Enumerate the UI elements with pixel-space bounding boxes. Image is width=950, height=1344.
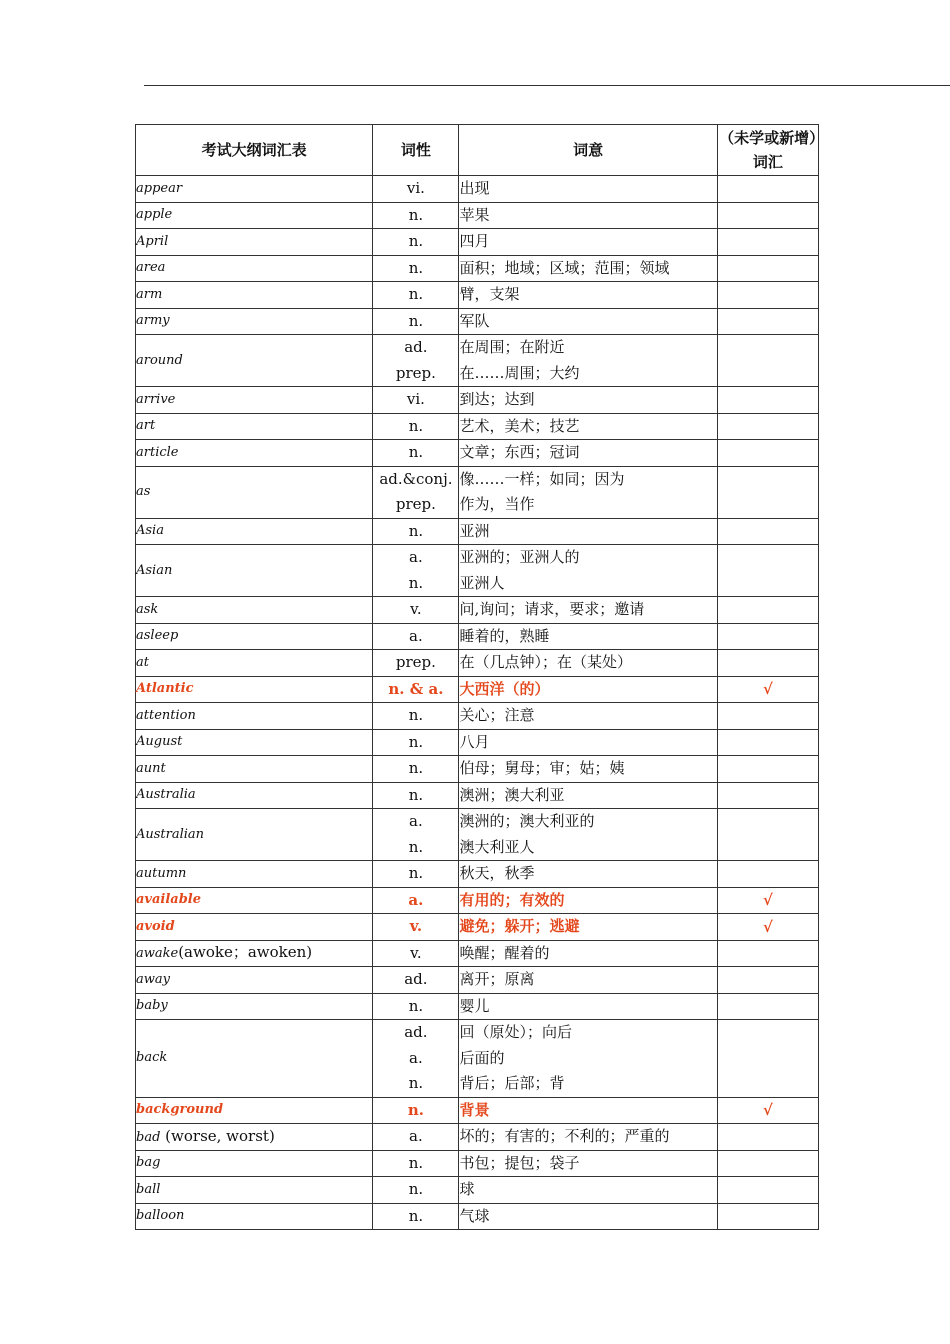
table-row: [136, 597, 819, 624]
table-row: [136, 623, 819, 650]
word-cell: [136, 282, 373, 309]
table-row: [136, 545, 819, 597]
pos-cell: [373, 914, 459, 941]
table-row: [136, 466, 819, 518]
pos-cell: [373, 282, 459, 309]
table-row: [136, 1124, 819, 1151]
meaning-cell: [459, 887, 717, 914]
word-text: at: [136, 654, 149, 670]
word-text: avoid: [136, 918, 175, 934]
table-row: [136, 1150, 819, 1177]
pos-cell: [373, 756, 459, 783]
word-text: aunt: [136, 760, 166, 776]
new-word-check-cell: [717, 1203, 818, 1230]
table-row: [136, 387, 819, 414]
new-word-check-cell: [717, 1020, 818, 1098]
pos-cell: [373, 993, 459, 1020]
meaning-line: 在……周围；大约: [459, 363, 580, 382]
word-cell: [136, 176, 373, 203]
pos-line: ad.&conj.: [379, 469, 453, 488]
new-word-check-cell: [717, 202, 818, 229]
check-mark-icon: √: [762, 1101, 773, 1120]
meaning-line: 臂，支架: [459, 285, 520, 303]
pos-line: n.: [408, 1180, 424, 1198]
meaning-cell: [459, 809, 717, 861]
meaning-line: 书包；提包；袋子: [459, 1153, 580, 1172]
check-mark-icon: √: [762, 891, 773, 910]
meaning-line: 背景: [459, 1100, 490, 1119]
word-text: back: [136, 1050, 168, 1066]
header-rule: [144, 85, 950, 86]
word-cell: [136, 466, 373, 518]
pos-cell: [373, 1020, 459, 1098]
table-row: [136, 518, 819, 545]
new-word-check-cell: [717, 229, 818, 256]
new-word-check-cell: [717, 993, 818, 1020]
pos-line: n.: [408, 706, 424, 724]
word-cell: [136, 861, 373, 888]
pos-line: n.: [408, 416, 424, 435]
meaning-cell: [459, 650, 717, 677]
word-text: area: [136, 260, 166, 276]
new-word-check-cell: [717, 255, 818, 282]
pos-line: a.: [409, 1048, 423, 1067]
word-cell: [136, 650, 373, 677]
pos-cell: [373, 202, 459, 229]
pos-cell: [373, 545, 459, 597]
meaning-line: 像……一样；如同；因为: [459, 469, 625, 488]
word-text: around: [136, 352, 183, 368]
new-word-check-cell: [717, 387, 818, 414]
table-row: [136, 993, 819, 1020]
word-cell: [136, 545, 373, 597]
meaning-line: 坏的；有害的；不利的；严重的: [459, 1127, 670, 1145]
table-row: [136, 1177, 819, 1204]
word-text: awake: [136, 946, 179, 962]
word-text: apple: [136, 207, 173, 223]
meaning-line: 背后；后部；背: [459, 1074, 565, 1092]
pos-cell: [373, 1150, 459, 1177]
table-row: [136, 940, 819, 967]
word-cell: [136, 597, 373, 624]
word-cell: [136, 623, 373, 650]
pos-cell: [373, 650, 459, 677]
meaning-cell: [459, 1097, 717, 1124]
meaning-cell: [459, 782, 717, 809]
meaning-line: 亚洲人: [459, 573, 505, 592]
pos-cell: [373, 413, 459, 440]
word-text: attention: [136, 707, 196, 723]
meaning-line: 亚洲: [459, 521, 490, 540]
pos-cell: [373, 967, 459, 994]
meaning-cell: [459, 623, 717, 650]
pos-cell: [373, 518, 459, 545]
word-cell: [136, 440, 373, 467]
word-cell: [136, 255, 373, 282]
new-word-check-cell: [717, 440, 818, 467]
meaning-cell: [459, 440, 717, 467]
meaning-cell: [459, 756, 717, 783]
new-word-check-cell: [717, 335, 818, 387]
meaning-line: 在（几点钟）；在（某处）: [459, 653, 632, 671]
word-forms: (worse, worst): [160, 1126, 275, 1145]
word-text: article: [136, 444, 179, 460]
column-header-meaning: 词意: [459, 125, 717, 176]
table-row: [136, 229, 819, 256]
word-cell: [136, 1150, 373, 1177]
meaning-line: 澳洲的；澳大利亚的: [459, 812, 595, 830]
pos-line: n.: [408, 837, 424, 856]
new-word-check-cell: [717, 1177, 818, 1204]
meaning-cell: [459, 202, 717, 229]
meaning-cell: [459, 466, 717, 518]
meaning-line: 有用的；有效的: [459, 890, 565, 909]
new-word-check-cell: [717, 413, 818, 440]
word-cell: [136, 887, 373, 914]
table-body: [136, 176, 819, 1230]
pos-cell: [373, 729, 459, 756]
pos-line: n.: [408, 573, 424, 592]
meaning-cell: [459, 993, 717, 1020]
pos-line: ad.: [404, 338, 428, 356]
word-cell: [136, 676, 373, 703]
new-word-check-cell: [717, 782, 818, 809]
meaning-line: 四月: [459, 232, 490, 250]
word-cell: [136, 729, 373, 756]
word-text: August: [136, 734, 183, 750]
pos-cell: [373, 466, 459, 518]
meaning-line: 出现: [459, 179, 490, 197]
pos-line: a.: [409, 626, 423, 645]
word-text: Atlantic: [136, 681, 194, 697]
meaning-cell: [459, 1203, 717, 1230]
pos-line: n.: [408, 1153, 424, 1172]
meaning-cell: [459, 914, 717, 941]
pos-cell: [373, 703, 459, 730]
word-text: asleep: [136, 628, 179, 644]
pos-line: prep.: [395, 495, 436, 513]
new-word-check-cell: [717, 545, 818, 597]
word-text: April: [136, 233, 169, 249]
word-cell: [136, 782, 373, 809]
meaning-line: 澳大利亚人: [459, 837, 535, 856]
word-text: art: [136, 418, 156, 434]
meaning-line: 大西洋（的）: [459, 679, 550, 698]
pos-line: v.: [410, 600, 422, 618]
pos-line: n.: [408, 232, 424, 250]
pos-cell: [373, 623, 459, 650]
pos-line: n.: [407, 1100, 424, 1119]
column-header-flag: （未学或新增）词汇: [717, 125, 818, 176]
pos-line: ad.: [404, 1023, 428, 1041]
pos-line: n.: [408, 996, 424, 1015]
column-header-word: 考试大纲词汇表: [136, 125, 373, 176]
word-cell: [136, 518, 373, 545]
table-row: [136, 861, 819, 888]
meaning-cell: [459, 703, 717, 730]
table-row: [136, 756, 819, 783]
word-text: Australia: [136, 787, 196, 803]
word-text: away: [136, 971, 170, 987]
new-word-check-cell: [717, 914, 818, 941]
pos-line: v.: [409, 917, 423, 935]
word-text: Asia: [136, 523, 164, 539]
meaning-cell: [459, 1150, 717, 1177]
word-text: arm: [136, 286, 163, 302]
word-cell: [136, 308, 373, 335]
meaning-cell: [459, 335, 717, 387]
pos-line: n.: [408, 285, 424, 303]
pos-line: n.: [408, 785, 424, 804]
word-cell: [136, 967, 373, 994]
meaning-line: 回（原处）；向后: [459, 1023, 572, 1041]
word-cell: [136, 809, 373, 861]
pos-cell: [373, 809, 459, 861]
table-row: [136, 282, 819, 309]
table-row: [136, 887, 819, 914]
pos-cell: [373, 176, 459, 203]
meaning-line: 作为，当作: [459, 495, 535, 513]
table-row: [136, 703, 819, 730]
table-row: [136, 1020, 819, 1098]
meaning-line: 秋天，秋季: [459, 864, 535, 882]
meaning-line: 在周围；在附近: [459, 338, 565, 356]
meaning-cell: [459, 1020, 717, 1098]
meaning-cell: [459, 545, 717, 597]
word-cell: [136, 387, 373, 414]
word-cell: [136, 940, 373, 967]
meaning-cell: [459, 255, 717, 282]
new-word-check-cell: [717, 676, 818, 703]
pos-line: n.: [408, 443, 424, 461]
word-cell: [136, 1203, 373, 1230]
meaning-cell: [459, 1124, 717, 1151]
word-text: available: [136, 892, 201, 908]
word-text: Asian: [136, 562, 173, 578]
pos-line: prep.: [395, 363, 436, 382]
pos-line: n.: [408, 732, 424, 751]
meaning-line: 婴儿: [459, 996, 490, 1015]
meaning-line: 艺术，美术；技艺: [459, 416, 580, 435]
word-cell: [136, 756, 373, 783]
pos-line: n.: [408, 205, 424, 224]
new-word-check-cell: [717, 518, 818, 545]
pos-cell: [373, 782, 459, 809]
meaning-line: 后面的: [459, 1048, 505, 1067]
pos-cell: [373, 940, 459, 967]
word-text: ball: [136, 1181, 161, 1197]
meaning-cell: [459, 940, 717, 967]
pos-line: n.: [408, 1074, 424, 1092]
new-word-check-cell: [717, 756, 818, 783]
pos-line: n.: [408, 258, 424, 277]
table-header: [136, 125, 819, 176]
meaning-line: 球: [459, 1180, 475, 1198]
new-word-check-cell: [717, 703, 818, 730]
meaning-line: 面积；地域；区域；范围；领域: [459, 258, 670, 277]
pos-line: n. & a.: [388, 679, 444, 698]
pos-cell: [373, 335, 459, 387]
pos-line: a.: [409, 812, 423, 830]
pos-line: n.: [408, 864, 424, 882]
word-text: baby: [136, 998, 168, 1014]
new-word-check-cell: [717, 729, 818, 756]
table-row: [136, 729, 819, 756]
pos-cell: [373, 887, 459, 914]
meaning-line: 苹果: [459, 205, 490, 224]
meaning-cell: [459, 308, 717, 335]
pos-cell: [373, 440, 459, 467]
word-text: bad: [136, 1129, 161, 1145]
word-text: ask: [136, 601, 159, 617]
word-cell: [136, 202, 373, 229]
pos-cell: [373, 597, 459, 624]
meaning-line: 军队: [459, 311, 490, 330]
new-word-check-cell: [717, 308, 818, 335]
pos-line: ad.: [404, 970, 428, 988]
meaning-line: 气球: [459, 1206, 490, 1225]
pos-line: n.: [408, 1206, 424, 1225]
meaning-line: 亚洲的；亚洲人的: [459, 548, 580, 566]
meaning-line: 问,询问；请求，要求；邀请: [459, 600, 645, 618]
word-cell: [136, 1020, 373, 1098]
new-word-check-cell: [717, 1124, 818, 1151]
new-word-check-cell: [717, 887, 818, 914]
pos-line: vi.: [406, 179, 425, 197]
pos-cell: [373, 229, 459, 256]
table-row: [136, 1203, 819, 1230]
new-word-check-cell: [717, 597, 818, 624]
new-word-check-cell: [717, 809, 818, 861]
table-row: [136, 782, 819, 809]
word-cell: [136, 1177, 373, 1204]
table-row: [136, 335, 819, 387]
table-row: [136, 255, 819, 282]
meaning-line: 到达；达到: [459, 390, 535, 408]
meaning-cell: [459, 597, 717, 624]
column-header-pos: 词性: [373, 125, 459, 176]
pos-line: a.: [409, 1127, 423, 1145]
meaning-cell: [459, 967, 717, 994]
new-word-check-cell: [717, 1150, 818, 1177]
new-word-check-cell: [717, 940, 818, 967]
word-text: background: [136, 1102, 224, 1118]
pos-line: n.: [408, 311, 424, 330]
new-word-check-cell: [717, 1097, 818, 1124]
meaning-cell: [459, 176, 717, 203]
table-row: [136, 676, 819, 703]
meaning-line: 睡着的，熟睡: [459, 626, 550, 645]
new-word-check-cell: [717, 967, 818, 994]
pos-cell: [373, 861, 459, 888]
word-text: bag: [136, 1155, 161, 1171]
meaning-line: 澳洲；澳大利亚: [459, 785, 565, 804]
table-row: [136, 1097, 819, 1124]
word-cell: [136, 413, 373, 440]
check-mark-icon: √: [762, 680, 773, 699]
pos-line: vi.: [406, 390, 425, 408]
meaning-cell: [459, 282, 717, 309]
meaning-cell: [459, 676, 717, 703]
word-text: appear: [136, 180, 183, 196]
pos-cell: [373, 255, 459, 282]
table-row: [136, 914, 819, 941]
word-text: army: [136, 313, 170, 329]
word-cell: [136, 1097, 373, 1124]
pos-cell: [373, 1097, 459, 1124]
new-word-check-cell: [717, 650, 818, 677]
table-row: [136, 440, 819, 467]
pos-cell: [373, 1124, 459, 1151]
word-text: as: [136, 484, 151, 499]
pos-cell: [373, 676, 459, 703]
word-forms: (awoke；awoken): [178, 943, 313, 962]
pos-line: prep.: [395, 653, 436, 671]
meaning-line: 伯母；舅母；审；姑；姨: [459, 759, 625, 777]
word-cell: [136, 703, 373, 730]
pos-line: v.: [410, 943, 422, 962]
pos-line: a.: [409, 548, 423, 566]
word-text: arrive: [136, 391, 176, 407]
new-word-check-cell: [717, 176, 818, 203]
meaning-line: 唤醒；醒着的: [459, 943, 550, 962]
word-text: balloon: [136, 1208, 185, 1224]
new-word-check-cell: [717, 861, 818, 888]
pos-cell: [373, 1203, 459, 1230]
table-row: [136, 202, 819, 229]
table-row: [136, 176, 819, 203]
meaning-cell: [459, 387, 717, 414]
pos-cell: [373, 1177, 459, 1204]
pos-cell: [373, 308, 459, 335]
meaning-cell: [459, 1177, 717, 1204]
meaning-cell: [459, 413, 717, 440]
table-row: [136, 413, 819, 440]
word-cell: [136, 335, 373, 387]
table-row: [136, 308, 819, 335]
meaning-line: 文章；东西；冠词: [459, 443, 580, 461]
meaning-cell: [459, 229, 717, 256]
word-cell: [136, 1124, 373, 1151]
pos-line: n.: [408, 521, 424, 540]
new-word-check-cell: [717, 466, 818, 518]
word-cell: [136, 229, 373, 256]
word-text: autumn: [136, 865, 187, 881]
word-text: Australian: [136, 826, 205, 842]
table-row: [136, 650, 819, 677]
meaning-line: 离开；原离: [459, 970, 535, 988]
pos-line: n.: [408, 759, 424, 777]
meaning-line: 关心；注意: [459, 706, 535, 724]
table-row: [136, 809, 819, 861]
meaning-line: 八月: [459, 732, 490, 751]
pos-line: a.: [408, 890, 424, 909]
meaning-cell: [459, 861, 717, 888]
new-word-check-cell: [717, 282, 818, 309]
pos-cell: [373, 387, 459, 414]
word-cell: [136, 914, 373, 941]
table-row: [136, 967, 819, 994]
meaning-line: 避免；躲开；逃避: [459, 917, 580, 935]
meaning-cell: [459, 729, 717, 756]
vocabulary-table: [135, 124, 819, 1230]
new-word-check-cell: [717, 623, 818, 650]
meaning-cell: [459, 518, 717, 545]
check-mark-icon: √: [762, 917, 773, 936]
word-cell: [136, 993, 373, 1020]
